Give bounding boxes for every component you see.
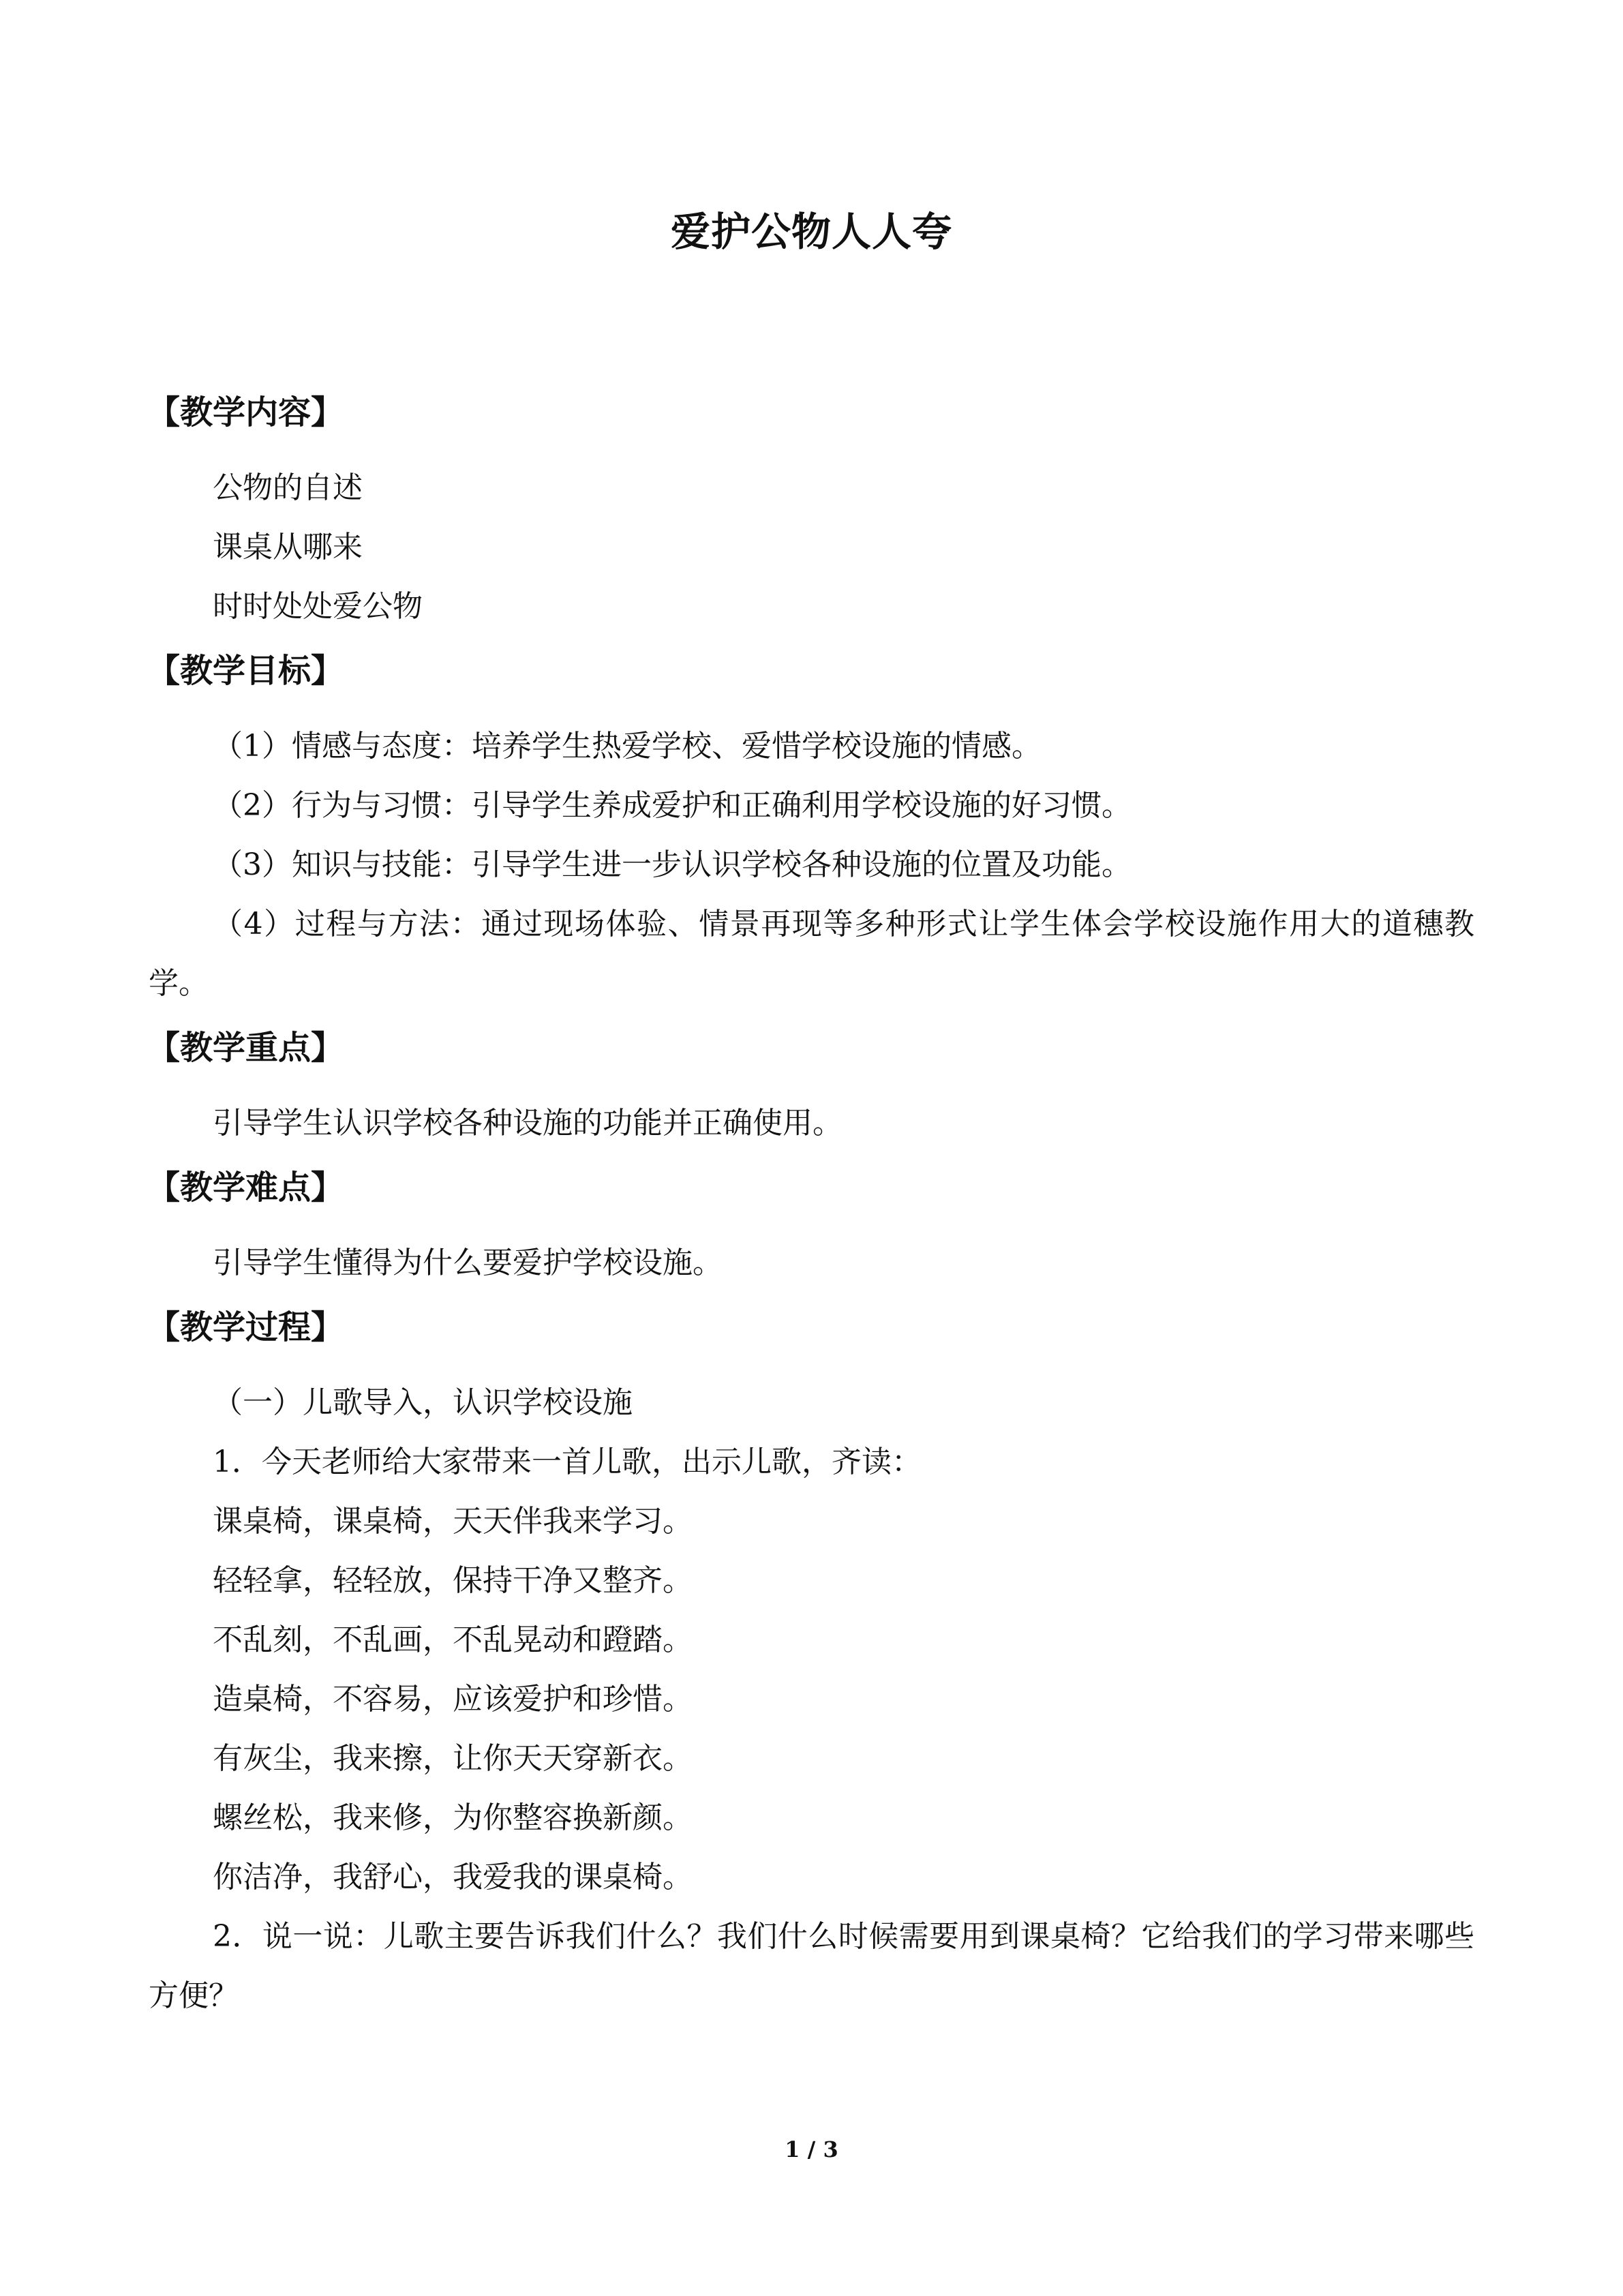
process-item: 有灰尘，我来擦，让你天天穿新衣。 (213, 1741, 693, 1776)
goal-item: （3）知识与技能：引导学生进一步认识学校各种设施的位置及功能。 (213, 847, 1132, 882)
difficulty-text: 引导学生懂得为什么要爱护学校设施。 (213, 1245, 723, 1280)
document-body (149, 382, 1474, 2025)
goal-item: （4）过程与方法：通过现场体验、情景再现等多种形式让学生体会学校设施作用大的道穗教学。 (149, 907, 1474, 1001)
process-item: 螺丝松，我来修，为你整容换新颜。 (213, 1800, 693, 1835)
document-title: 爱护公物人人夸 (670, 209, 952, 255)
process-item: 2．说一说：儿歌主要告诉我们什么？我们什么时候需要用到课桌椅？它给我们的学习带来哪些方便？ (149, 1919, 1474, 2013)
section-heading-key-points: 【教学重点】 (147, 1029, 344, 1067)
content-list (149, 458, 1474, 636)
key-point-text: 引导学生认识学校各种设施的功能并正确使用。 (213, 1106, 843, 1141)
section-heading-process: 【教学过程】 (147, 1308, 344, 1346)
difficulties-list (149, 1233, 1474, 1293)
content-item: 时时处处爱公物 (213, 589, 423, 624)
content-item: 课桌从哪来 (213, 530, 363, 564)
process-item: 轻轻拿，轻轻放，保持干净又整齐。 (213, 1563, 693, 1598)
process-item: （一）儿歌导入，认识学校设施 (213, 1385, 633, 1420)
page-number: 1 / 3 (785, 2136, 838, 2162)
process-item: 你洁净，我舒心，我爱我的课桌椅。 (213, 1860, 693, 1894)
content-item: 公物的自述 (213, 470, 363, 505)
process-item: 造桌椅，不容易，应该爱护和珍惜。 (213, 1682, 693, 1717)
section-heading-content: 【教学内容】 (147, 393, 344, 432)
goals-list (149, 716, 1474, 1013)
process-item: 不乱刻，不乱画，不乱晃动和蹬踏。 (213, 1622, 693, 1657)
goal-item: （1）情感与态度：培养学生热爱学校、爱惜学校设施的情感。 (213, 729, 1042, 764)
process-item: 课桌椅，课桌椅，天天伴我来学习。 (213, 1504, 693, 1539)
section-heading-difficulties: 【教学难点】 (147, 1168, 344, 1207)
process-item: 1．今天老师给大家带来一首儿歌，出示儿歌，齐读： (213, 1445, 922, 1479)
goal-item: （2）行为与习惯：引导学生养成爱护和正确利用学校设施的好习惯。 (213, 788, 1132, 823)
section-heading-goals: 【教学目标】 (147, 652, 344, 690)
process-list (149, 1373, 1474, 2025)
key-points-list (149, 1093, 1474, 1153)
